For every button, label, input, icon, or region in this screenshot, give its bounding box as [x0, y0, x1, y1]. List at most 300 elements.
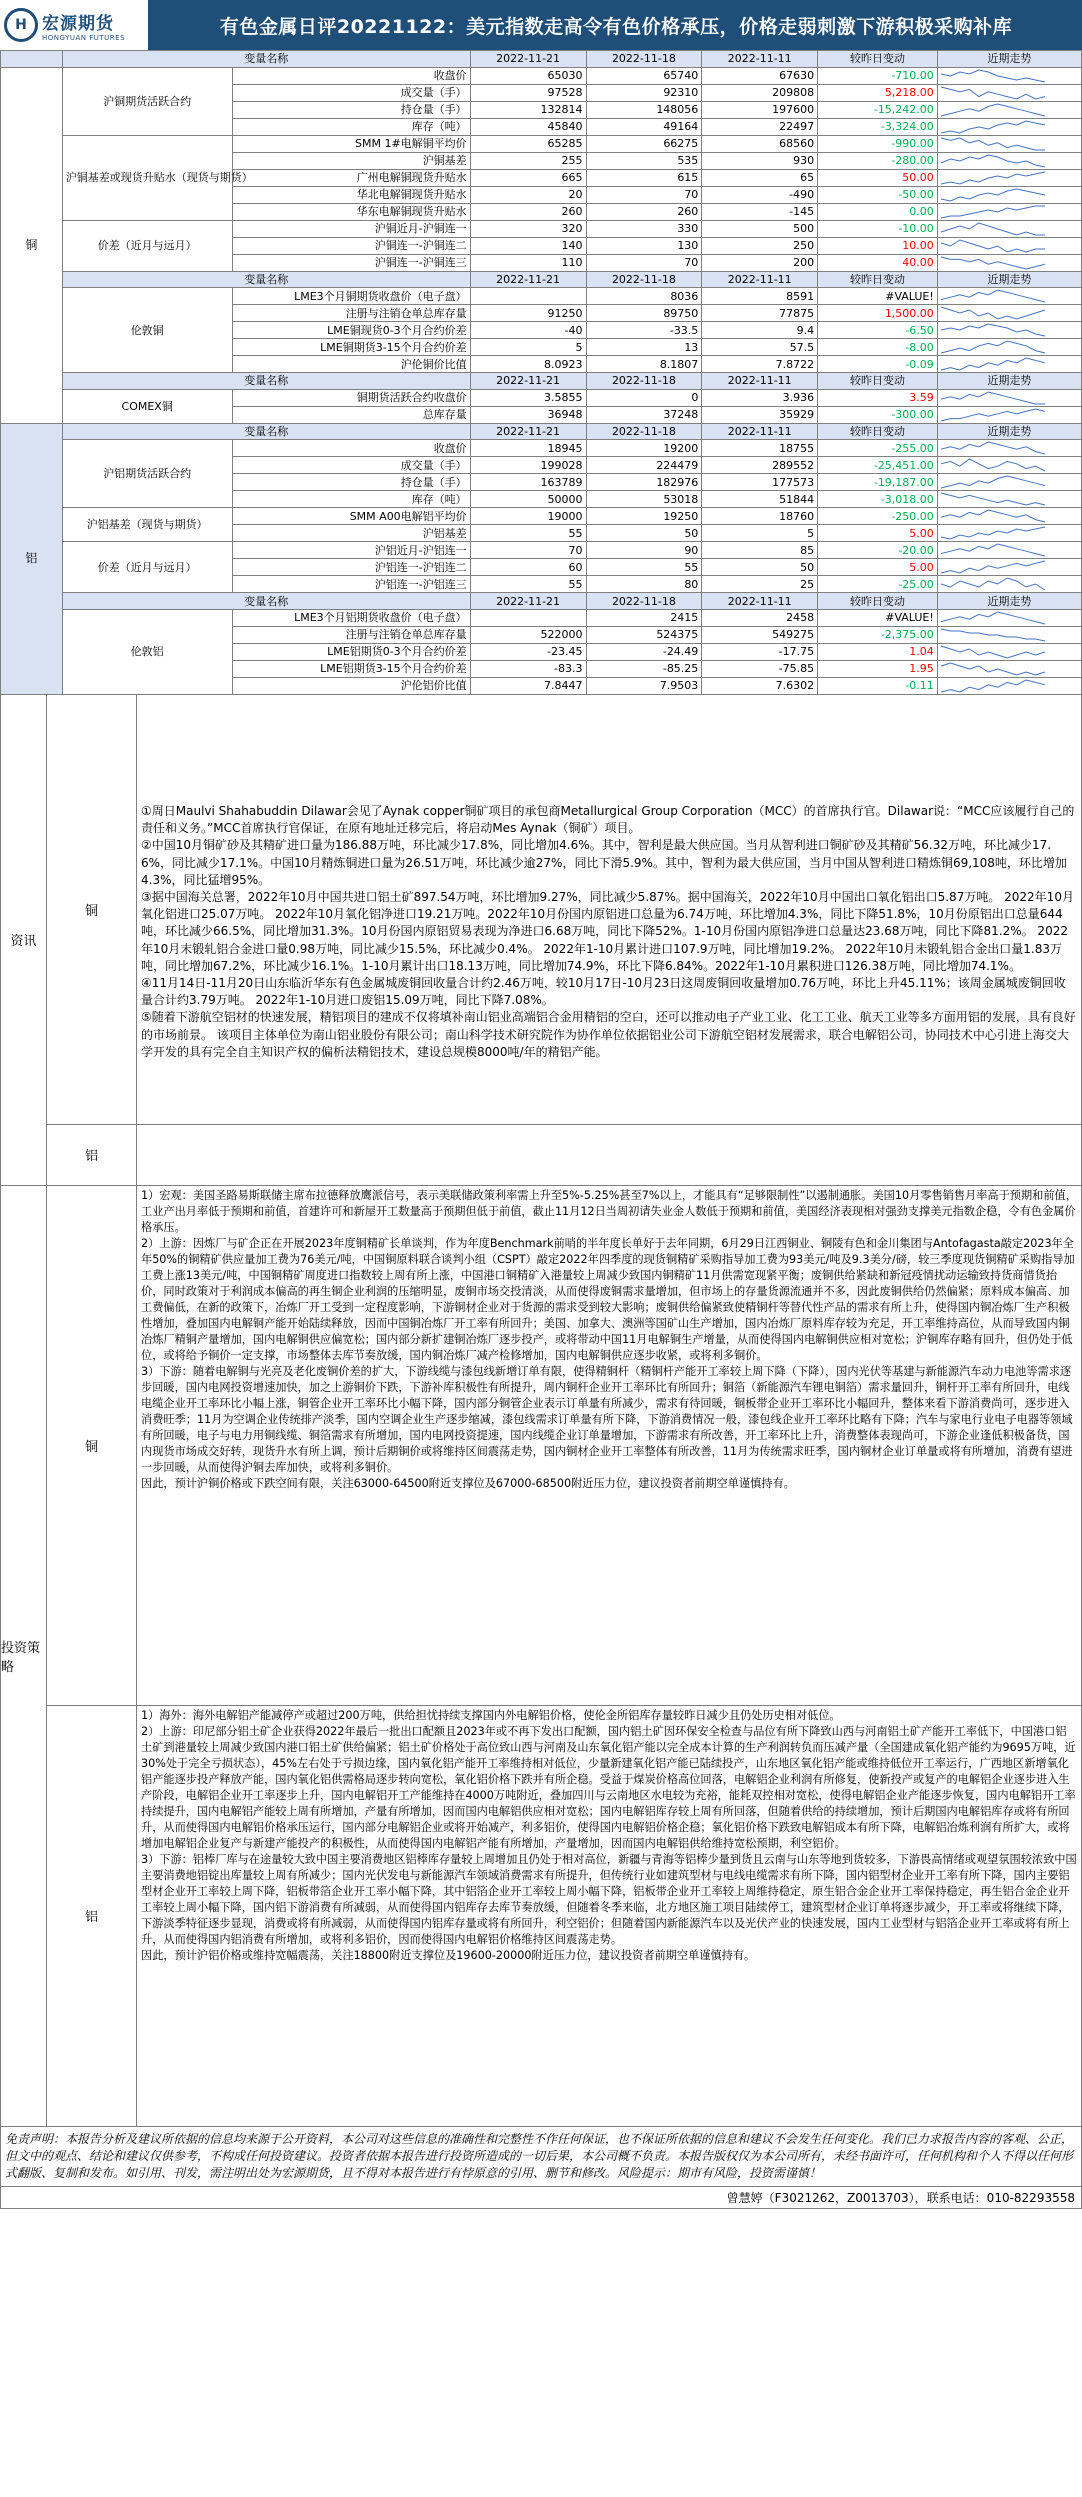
value-date1: 55	[470, 576, 586, 593]
value-date2: 37248	[586, 406, 702, 423]
value-date1: 132814	[470, 101, 586, 118]
value-date1: 522000	[470, 626, 586, 643]
value-change: -3,018.00	[818, 491, 938, 508]
value-date3: 8591	[702, 288, 818, 305]
value-date2: -24.49	[586, 643, 702, 660]
aluminum-basis-group-label: 沪铝基差（现货与期货）	[62, 508, 232, 542]
value-date3: 18760	[702, 508, 818, 525]
copper-futures-group-label: 沪铜期货活跃合约	[62, 67, 232, 135]
value-change: -255.00	[818, 440, 938, 457]
column-header-trend: 近期走势	[937, 423, 1081, 440]
table-row	[1, 389, 1082, 406]
trend-sparkline	[937, 542, 1081, 559]
trend-sparkline	[937, 406, 1081, 423]
trend-line	[941, 104, 1045, 116]
trend-line	[941, 392, 1045, 404]
column-header-trend: 近期走势	[937, 373, 1081, 390]
value-date2: 615	[586, 169, 702, 186]
value-date3: 7.8722	[702, 356, 818, 373]
column-header-name: 变量名称	[62, 373, 470, 390]
column-header-date3: 2022-11-11	[702, 423, 818, 440]
trend-line	[941, 646, 1045, 658]
value-change: -300.00	[818, 406, 938, 423]
aluminum-futures-group-label: 沪铝期货活跃合约	[62, 440, 232, 508]
variable-name: 注册与注销仓单总库存量	[232, 305, 470, 322]
value-date3: 289552	[702, 457, 818, 474]
trend-sparkline	[937, 118, 1081, 135]
table-row	[1, 440, 1082, 457]
value-date2: 182976	[586, 474, 702, 491]
trend-line	[941, 442, 1045, 454]
trend-line	[941, 510, 1045, 522]
value-date3: 209808	[702, 84, 818, 101]
logo-name-en: HONGYUAN FUTURES	[42, 33, 126, 42]
copper-lme-group-label: 伦敦铜	[62, 288, 232, 373]
value-date1: 8.0923	[470, 356, 586, 373]
value-change: 1,500.00	[818, 305, 938, 322]
value-date3: 9.4	[702, 322, 818, 339]
value-change: -990.00	[818, 135, 938, 152]
trend-line	[941, 612, 1045, 624]
trend-sparkline	[937, 389, 1081, 406]
value-date2: 89750	[586, 305, 702, 322]
value-date1: 45840	[470, 118, 586, 135]
trend-line	[941, 544, 1045, 556]
column-header-trend: 近期走势	[937, 271, 1081, 288]
value-date3: 22497	[702, 118, 818, 135]
value-date3: 5	[702, 525, 818, 542]
trend-line	[941, 189, 1045, 201]
variable-name: 沪伦铝价比值	[232, 677, 470, 694]
company-logo	[0, 0, 150, 50]
value-change: -250.00	[818, 508, 938, 525]
trend-line	[941, 307, 1045, 319]
value-change: -25,451.00	[818, 457, 938, 474]
trend-line	[941, 223, 1045, 235]
copper-comex-group-label: COMEX铜	[62, 389, 232, 423]
table-row	[1, 508, 1082, 525]
strategy-copper-label: 铜	[47, 1186, 137, 1705]
trend-sparkline	[937, 660, 1081, 677]
column-header-date1: 2022-11-21	[470, 51, 586, 68]
trend-line	[941, 70, 1045, 82]
variable-name: 沪铜连一-沪铜连三	[232, 254, 470, 271]
trend-line	[941, 87, 1045, 99]
variable-name: 沪铝连一-沪铝连二	[232, 559, 470, 576]
trend-sparkline	[937, 220, 1081, 237]
trend-sparkline	[937, 609, 1081, 626]
column-header-date2: 2022-11-18	[586, 593, 702, 610]
value-date2: -85.25	[586, 660, 702, 677]
value-date3: -75.85	[702, 660, 818, 677]
variable-name: 注册与注销仓单总库存量	[232, 626, 470, 643]
column-header-date2: 2022-11-18	[586, 51, 702, 68]
value-date3: 7.6302	[702, 677, 818, 694]
value-date2: 8036	[586, 288, 702, 305]
value-date1: 7.8447	[470, 677, 586, 694]
column-header-date1: 2022-11-21	[470, 423, 586, 440]
variable-name: 持仓量（手）	[232, 474, 470, 491]
copper-basis-group-label: 沪铜基差或现货升贴水（现货与期货）	[62, 135, 232, 220]
value-date2: 2415	[586, 609, 702, 626]
value-date1: 320	[470, 220, 586, 237]
trend-sparkline	[937, 67, 1081, 84]
variable-name: 持仓量（手）	[232, 101, 470, 118]
aluminum-lme-group-label: 伦敦铝	[62, 609, 232, 694]
value-date3: 177573	[702, 474, 818, 491]
logo-icon: H	[4, 8, 38, 42]
value-date3: -145	[702, 203, 818, 220]
value-date3: 50	[702, 559, 818, 576]
value-date2: 80	[586, 576, 702, 593]
column-header-name: 变量名称	[62, 51, 470, 68]
value-date2: 49164	[586, 118, 702, 135]
table-header-row	[1, 51, 1082, 68]
variable-name: 沪铜连一-沪铜连二	[232, 237, 470, 254]
trend-sparkline	[937, 203, 1081, 220]
value-change: 5.00	[818, 559, 938, 576]
value-date2: 66275	[586, 135, 702, 152]
strategy-aluminum-text: 1）海外：海外电解铝产能减停产或超过200万吨，供给担忧持续支撑国内外电解铝价格，使伦金所铝库存量较昨日减少且仍处历史相对低位。 2）上游：印尼部分铝土矿企业获得2022年最后一批出口配额且2023年或不再下发出口配额，国内铝土矿因环保安全检查与品位有所下降致山西与河南铝土矿产能开工率低下，中国港口铝土矿到港量较上周减少致国内港口铝土矿供给偏紧；铝土矿价格处于高位致山西与河南及山东氧化铝产能以完全成本计算的生产利润转负而压减产量（全国建成氧化铝产能约为9695万吨，近30%处于完全亏损状态），45%左右处于亏损边缘，国内氧化铝产能开工率维持相对低位，少量新建氧化铝产能已陆续投产，山东地区氧化铝产能或维持低位开工率运行，广西地区新增氧化铝产能逐步投产释放产能，国内氧化铝供需格局逐步转向宽松，氧化铝价格下跌并有所企稳。受益于煤炭价格高位回落，电解铝企业利润有所修复，使新投产或复产的电解铝企业逐步进入生产阶段，电解铝企业开工率逐步上升，国内电解铝开工产能维持在4000万吨附近，叠加四川与云南地区水电较为充裕，能耗双控相对宽松，使得电解铝企业产能逐步恢复，国内电解铝开工率持续提升，国内电解铝产能较上周有所增加，产量有所增加，因而国内电解铝供应相对宽松；国内电解铝库存较上周有所回落，但随着供给的持续增加，预计后期国内电解铝库存或将有所回升，从而使得国内电解铝价格承压运行，国内部分电解铝企业或将开始减产，利多铝价，使得国内电解铝价格企稳；氧化铝价格下跌致电解铝成本有所下降，电解铝冶炼利润有所扩大，或将增加电解铝企业复产与新建产能投产的积极性，从而使得国内电解铝产能有所增加，产量增加，因而国内电解铝供给维持宽松预期，利空铝价。 3）下游：铝棒厂库与在途量较大致中国主要消费地区铝棒库存量较上周增加且仍处于相对高位，新疆与青海等铝棒少量到货且云南与山东等地到货较多，下游畏高情绪或观望氛围较浓致中国主要消费地铝锭出库量较上周有所减少；国内光伏发电与新能源汽车领域消费需求有所提升，但传统行业如建筑型材与电线电缆需求有所下降，国内铝型材企业开工率有所下降，国内主要铝型材企业开工率较上周下降，铝板带箔企业开工率小幅下降，其中铝箔企业开工率较上周小幅下降，铝板带企业开工率较上周维持稳定，原生铝合金企业开工率保持稳定，再生铝合金企业开工率较上周小幅下降，国内铝下游消费有所减弱，从而使得国内铝库存去库节奏放缓，但随着冬季来临，北方地区施工项目陆续停工，建筑型材企业订单将逐步减少，开工率或将继续下降，下游淡季特征逐步显现，消费或将有所减弱，从而使得国内铝库存量或将有所回升，利空铝价；但随着国内新能源汽车以及光伏产业的快速发展，国内工业型材与铝箔企业开工率或将有所上升，从而使得国内铝消费有所增加，或将利多铝价，因而使得国内电解铝价格维持区间震荡走势。 因此，预计沪铝价格或维持宽幅震荡，关注18800附近支撑位及19600-20000附近压力位，建议投资者前期空单谨慎持有。	[141, 1708, 1077, 1962]
trend-line	[941, 257, 1045, 269]
value-date3: 25	[702, 576, 818, 593]
value-date3: 67630	[702, 67, 818, 84]
table-row	[1, 135, 1082, 152]
value-change: -10.00	[818, 220, 938, 237]
value-date1: -40	[470, 322, 586, 339]
value-date1: 199028	[470, 457, 586, 474]
value-date2: 70	[586, 186, 702, 203]
value-date2: 55	[586, 559, 702, 576]
value-date2: 148056	[586, 101, 702, 118]
trend-line	[941, 459, 1045, 471]
column-header-trend: 近期走势	[937, 51, 1081, 68]
column-header-date2: 2022-11-18	[586, 373, 702, 390]
value-change: 5,218.00	[818, 84, 938, 101]
trend-sparkline	[937, 525, 1081, 542]
trend-line	[941, 138, 1045, 150]
value-change: -8.00	[818, 339, 938, 356]
value-date3: 549275	[702, 626, 818, 643]
trend-sparkline	[937, 237, 1081, 254]
copper-spread-group-label: 价差（近月与远月）	[62, 220, 232, 271]
value-date1: 36948	[470, 406, 586, 423]
value-date3: 65	[702, 169, 818, 186]
value-date2: 130	[586, 237, 702, 254]
value-date2: 50	[586, 525, 702, 542]
value-change: 10.00	[818, 237, 938, 254]
news-aluminum-label: 铝	[47, 1125, 137, 1185]
trend-line	[941, 578, 1045, 590]
value-change: 3.59	[818, 389, 938, 406]
value-date3: 77875	[702, 305, 818, 322]
column-header-date3: 2022-11-11	[702, 593, 818, 610]
value-change: -25.00	[818, 576, 938, 593]
value-change: -19,187.00	[818, 474, 938, 491]
contact-info: 曾慧婷（F3021262，Z0013703），联系电话：010-82293558	[0, 2186, 1082, 2209]
trend-sparkline	[937, 356, 1081, 373]
variable-name: 沪铝基差	[232, 525, 470, 542]
trend-sparkline	[937, 339, 1081, 356]
value-change: -50.00	[818, 186, 938, 203]
column-header-date2: 2022-11-18	[586, 423, 702, 440]
variable-name: 广州电解铜现货升贴水	[232, 169, 470, 186]
trend-line	[941, 172, 1045, 184]
value-date2: 535	[586, 152, 702, 169]
value-date1: -83.3	[470, 660, 586, 677]
copper-label: 铜	[1, 67, 63, 423]
column-header-change: 较昨日变动	[818, 271, 938, 288]
variable-name: 成交量（手）	[232, 457, 470, 474]
table-row	[1, 542, 1082, 559]
value-date2: 8.1807	[586, 356, 702, 373]
strategy-copper-text: 1）宏观：美国圣路易斯联储主席布拉德释放鹰派信号，表示美联储政策利率需上升至5%-5.25%甚至7%以上，才能具有“足够限制性”以遏制通胀。美国10月零售销售月率高于预期和前值，工业产出月率低于预期和前值，首建许可和新屋开工数量高于预期但低于前值，截止11月12日当周初请失业金人数低于预期和前值，美国经济表现相对强劲支撑美元指数企稳，令有色金属价格承压。 2）上游：因炼厂与矿企正在开展2023年度铜精矿长单谈判，作为年度Benchmark前哨的半年度长单好于去年同期，6月29日江西铜业、铜陵有色和金川集团与Antofagasta敲定2023年全年50%的铜精矿供应量加工费为76美元/吨，中国铜原料联合谈判小组（CSPT）敲定2022年四季度的现货铜精矿采购指导加工费为93美元/吨及9.3美分/磅，较三季度现货铜精矿采购指导加工费上涨13美元/吨，中国铜精矿周度进口指数较上周有所上涨，中国港口铜精矿入港量较上周减少致国内铜精矿11月供需宽现紧平衡；废铜供给紧缺和新冠疫情扰动运输致持货商惜货抬价，同时政策对于利润成本偏高的再生铜企业利润的压缩明显，废铜市场交投清淡，从而使得废铜需求量增加，但市场上的存量货源流通并不多，因此废铜供给仍然偏紧；原料成本偏高、加工费偏低，在新的政策下，冶炼厂开工受到一定程度影响，下游铜材企业对于货源的需求受到较大影响；废铜供给偏紧致使精铜杆等替代性产品的需求有所上升，使得国内铜冶炼厂生产积极性增加，叠加国内电解铜产能开始陆续释放，因而中国铜冶炼厂开工率有所回升；美国、加拿大、澳洲等国矿山生产增加，国内冶炼厂原料库存较为充足，开工率维持高位，从而导致国内铜冶炼厂精铜产量增加，国内电解铜供应偏宽松；国内部分新扩建铜冶炼厂逐步投产，或将带动中国11月电解铜生产增量，从而使得国内电解铜供应相对宽松；沪铜库存略有回升，但仍处于低位，或将给予铜价一定支撑，市场整体去库节奏放缓，国内铜冶炼厂减产检修增加，国内电解铜供应逐步收紧，或将利多铜价。 3）下游：随着电解铜与光亮及老化废铜价差的扩大，下游线缆与漆包线新增订单有限，使得精铜杆（精铜杆产能开工率较上周下降（下降），国内光伏等基建与新能源汽车动力电池等需求逐步回暖，国内电网投资增速加快，加之上游铜价下跌，下游补库积极性有所提升，周内铜杆企业开工率环比有所回升；铜箔（新能源汽车锂电铜箔）需求量回升，铜杆开工率有所回升，电线电缆企业开工率环比小幅上涨，铜管企业开工率环比小幅下降，国内部分铜管企业表示订单量有所减少，需求有待回暖，铜板带企业开工率环比小幅回升，整体来看下游消费尚可，逐步进入消费旺季；11月为空调企业传统排产淡季，国内空调企业生产逐步缩减，漆包线需求订单量有所下降，下游消费情况一般，漆包线企业开工率环比略有下降；汽车与家电行业电子电器等领域有所回暖，电子与电力用铜线缆、铜箔需求有所增加，国内电网投资提速，国内线缆企业订单量增加，下游需求有所改善，开工率环比上升，消费整体表现尚可，下游企业逢低积极备货，国内现货市场成交好转，现货升水有所上调，预计后期铜价或将维持区间震荡走势，国内铜材企业开工率整体有所改善，11月为传统需求旺季，国内铜材企业订单量或将有所增加，消费有望进一步回暖，从而使得沪铜去库加快，或将利多铜价。 因此，预计沪铜价格或下跌空间有限，关注63000-64500附近支撑位及67000-68500附近压力位，建议投资者前期空单谨慎持有。	[141, 1188, 1077, 1490]
value-date2: 13	[586, 339, 702, 356]
trend-sparkline	[937, 643, 1081, 660]
value-date1: 97528	[470, 84, 586, 101]
value-date3: 68560	[702, 135, 818, 152]
variable-name: 库存（吨）	[232, 491, 470, 508]
value-change: 50.00	[818, 169, 938, 186]
value-date1: 3.5855	[470, 389, 586, 406]
trend-line	[941, 663, 1045, 675]
value-date2: 7.9503	[586, 677, 702, 694]
trend-sparkline	[937, 474, 1081, 491]
value-date1: 70	[470, 542, 586, 559]
variable-name: 沪铜近月-沪铜连一	[232, 220, 470, 237]
column-header-name: 变量名称	[62, 271, 470, 288]
trend-line	[941, 493, 1045, 505]
value-date1: 65030	[470, 67, 586, 84]
value-date1: 665	[470, 169, 586, 186]
trend-sparkline	[937, 101, 1081, 118]
trend-line	[941, 240, 1045, 252]
value-change: -2,375.00	[818, 626, 938, 643]
value-date3: 18755	[702, 440, 818, 457]
table-row	[1, 67, 1082, 84]
value-date3: 51844	[702, 491, 818, 508]
trend-sparkline	[937, 322, 1081, 339]
variable-name: 收盘价	[232, 67, 470, 84]
trend-sparkline	[937, 84, 1081, 101]
value-date3: 200	[702, 254, 818, 271]
table-row	[1, 288, 1082, 305]
value-date1: -23.45	[470, 643, 586, 660]
trend-sparkline	[937, 677, 1081, 694]
value-change: -6.50	[818, 322, 938, 339]
variable-name: 总库存量	[232, 406, 470, 423]
variable-name: LME铜期货3-15个月合约价差	[232, 339, 470, 356]
table-row	[1, 609, 1082, 626]
variable-name: 沪铜基差	[232, 152, 470, 169]
value-date2: 19250	[586, 508, 702, 525]
value-date1: 20	[470, 186, 586, 203]
strategy-label: 投资策略	[1, 1186, 47, 2126]
value-date1: 140	[470, 237, 586, 254]
strategy-section	[0, 1186, 1082, 2127]
value-date2: 0	[586, 389, 702, 406]
value-change: 1.95	[818, 660, 938, 677]
value-date2: 90	[586, 542, 702, 559]
variable-name: LME3个月铝期货收盘价（电子盘）	[232, 609, 470, 626]
value-date2: 19200	[586, 440, 702, 457]
trend-sparkline	[937, 135, 1081, 152]
trend-sparkline	[937, 288, 1081, 305]
table-row	[1, 220, 1082, 237]
trend-line	[941, 341, 1045, 353]
value-change: -20.00	[818, 542, 938, 559]
value-date3: 3.936	[702, 389, 818, 406]
variable-name: 收盘价	[232, 440, 470, 457]
trend-sparkline	[937, 491, 1081, 508]
trend-line	[941, 121, 1045, 133]
column-header-change: 较昨日变动	[818, 373, 938, 390]
value-date2: 524375	[586, 626, 702, 643]
trend-line	[941, 358, 1045, 370]
value-change: #VALUE!	[818, 609, 938, 626]
column-header-date3: 2022-11-11	[702, 51, 818, 68]
value-date1: 65285	[470, 135, 586, 152]
trend-line	[941, 629, 1045, 641]
trend-sparkline	[937, 457, 1081, 474]
metal-data-table	[0, 50, 1082, 695]
variable-name: 沪伦铜价比值	[232, 356, 470, 373]
variable-name: 华东电解铜现货升贴水	[232, 203, 470, 220]
column-header-date3: 2022-11-11	[702, 373, 818, 390]
value-date1: 19000	[470, 508, 586, 525]
value-date1: 50000	[470, 491, 586, 508]
value-date1: 60	[470, 559, 586, 576]
value-date3: 197600	[702, 101, 818, 118]
trend-line	[941, 561, 1045, 573]
value-date3: 2458	[702, 609, 818, 626]
trend-line	[941, 290, 1045, 302]
column-header-date3: 2022-11-11	[702, 271, 818, 288]
variable-name: 沪铝连一-沪铝连三	[232, 576, 470, 593]
header-blank	[1, 51, 63, 68]
variable-name: SMM A00电解铝平均价	[232, 508, 470, 525]
trend-sparkline	[937, 152, 1081, 169]
trend-line	[941, 324, 1045, 336]
variable-name: LME铝期货0-3个月合约价差	[232, 643, 470, 660]
table-header-row	[1, 373, 1082, 390]
value-date1: 110	[470, 254, 586, 271]
value-change: -0.11	[818, 677, 938, 694]
variable-name: LME铜现货0-3个月合约价差	[232, 322, 470, 339]
variable-name: 成交量（手）	[232, 84, 470, 101]
trend-sparkline	[937, 169, 1081, 186]
trend-line	[941, 206, 1045, 218]
trend-sparkline	[937, 626, 1081, 643]
value-date3: 930	[702, 152, 818, 169]
value-date3: -17.75	[702, 643, 818, 660]
value-change: 0.00	[818, 203, 938, 220]
disclaimer: 免责声明：本报告分析及建议所依据的信息均来源于公开资料，本公司对这些信息的准确性和完整性不作任何保证，也不保证所依据的信息和建议不会发生任何变化。我们已力求报告内容的客观、公正，但文中的观点、结论和建议仅供参考，不构成任何投资建议。投资者依据本报告进行投资所造成的一切后果，本公司概不负责。本报告版权仅为本公司所有，未经书面许可，任何机构和个人不得以任何形式翻版、复制和发布。如引用、刊发，需注明出处为宏源期货，且不得对本报告进行有悖原意的引用、删节和修改。风险提示：期市有风险，投资需谨慎！	[0, 2127, 1082, 2186]
value-date3: 57.5	[702, 339, 818, 356]
table-header-row	[1, 423, 1082, 440]
trend-line	[941, 680, 1045, 692]
value-change: 1.04	[818, 643, 938, 660]
news-copper-text: ①周日Maulvi Shahabuddin Dilawar会见了Aynak copper铜矿项目的承包商Metallurgical Group Corporation（MCC）的首席执行官。Dilawar说：“MCC应该履行自己的责任和义务。”MCC首席执行官保证，在原有地址迁移完后，将启动Mes Aynak（铜矿）项目。 ②中国10月铜矿砂及其精矿进口量为186.88万吨，环比减少17.8%，同比增加4.6%。其中，智利是最大供应国。当月从智利进口铜矿砂及其精矿56.32万吨，环比减少17.6%，同比减少17.1%。中国10月精炼铜进口量为26.51万吨，环比减少逾27%，同比下滑5.9%。其中，智利为最大供应国，当月中国从智利进口精炼铜69,108吨，环比增加4.3%，同比猛增95%。 ③据中国海关总署，2022年10月中国共进口铝土矿897.54万吨，环比增加9.27%，同比减少5.87%。据中国海关，2022年10月中国出口氧化铝出口5.87万吨。 2022年10月氧化铝进口25.07万吨。 2022年10月氧化铝净进口19.21万吨。2022年10月份国内原铝进口总量为6.74万吨，环比增加4.3%，同比下降51.8%，10月份原铝出口总量644吨，环比减少66.5%，同比增加31.3%。10月份国内原铝贸易表现为净进口6.68万吨，同比下降52%。1-10月份国内原铝净进口总量达23.68万吨，同比下降81.2%。 2022年10月末锻轧铝合金进口量0.98万吨，同比减少15.5%，环比减少0.4%。 2022年1-10月累计进口107.9万吨，同比增加19.2%。 2022年10月未锻轧铝合金出口量1.83万吨，同比增加67.2%，环比减少16.1%。1-10月累计出口18.13万吨，同比增加74.9%，环比下降6.84%。2022年1-10月累积进口126.38万吨，同比增加74.1%。 ④11月14日-11月20日山东临沂华东有色金属城废铜回收量合计约2.46万吨，较10月17日-10月23日这周废铜回收量增加0.76万吨，环比上升45.11%；该周金属城废铜回收量合计约3.79万吨。 2022年1-10月进口废铝15.09万吨，同比下降7.08%。 ⑤随着下游航空铝材的快速发展，精铝项目的建成不仅将填补南山铝业高端铝合金用精铝的空白，还可以推动电子产业工业、化工工业、航天工业等多方面用铝的发展，具有良好的市场前景。 该项目主体单位为南山铝业股份有限公司；南山科学技术研究院作为协作单位依据铝业公司下游航空铝材发展需求，联合电解铝公司，协同技术中心引进上海交大学开发的具有完全自主知识产权的偏析法精铝技术，建设总规模8000吨/年的精铝产能。	[141, 803, 1076, 1059]
value-date1: 163789	[470, 474, 586, 491]
value-change: -710.00	[818, 67, 938, 84]
trend-sparkline	[937, 508, 1081, 525]
value-date1	[470, 288, 586, 305]
value-date2: 260	[586, 203, 702, 220]
value-change: -3,324.00	[818, 118, 938, 135]
report-header	[0, 0, 1082, 50]
value-date2: -33.5	[586, 322, 702, 339]
column-header-change: 较昨日变动	[818, 423, 938, 440]
value-date1: 260	[470, 203, 586, 220]
value-date2: 330	[586, 220, 702, 237]
value-date1: 55	[470, 525, 586, 542]
trend-line	[941, 409, 1045, 421]
variable-name: LME3个月铜期货收盘价（电子盘）	[232, 288, 470, 305]
variable-name: 沪铝近月-沪铝连一	[232, 542, 470, 559]
trend-sparkline	[937, 305, 1081, 322]
value-date3: 35929	[702, 406, 818, 423]
value-date3: -490	[702, 186, 818, 203]
value-date3: 500	[702, 220, 818, 237]
variable-name: 铜期货活跃合约收盘价	[232, 389, 470, 406]
column-header-change: 较昨日变动	[818, 593, 938, 610]
trend-sparkline	[937, 440, 1081, 457]
column-header-change: 较昨日变动	[818, 51, 938, 68]
strategy-aluminum-label: 铝	[47, 1706, 137, 2126]
news-label: 资讯	[1, 695, 47, 1185]
column-header-name: 变量名称	[62, 423, 470, 440]
aluminum-spread-group-label: 价差（近月与远月）	[62, 542, 232, 593]
column-header-name: 变量名称	[62, 593, 470, 610]
trend-sparkline	[937, 254, 1081, 271]
table-header-row	[1, 593, 1082, 610]
value-date1: 5	[470, 339, 586, 356]
value-date1: 91250	[470, 305, 586, 322]
column-header-date1: 2022-11-21	[470, 271, 586, 288]
value-date2: 224479	[586, 457, 702, 474]
variable-name: 华北电解铜现货升贴水	[232, 186, 470, 203]
trend-line	[941, 155, 1045, 167]
column-header-trend: 近期走势	[937, 593, 1081, 610]
trend-sparkline	[937, 186, 1081, 203]
value-change: -15,242.00	[818, 101, 938, 118]
news-copper-label: 铜	[47, 695, 137, 1124]
value-date2: 53018	[586, 491, 702, 508]
variable-name: 库存（吨）	[232, 118, 470, 135]
news-section	[0, 695, 1082, 1186]
trend-sparkline	[937, 576, 1081, 593]
value-date1: 18945	[470, 440, 586, 457]
value-change: -0.09	[818, 356, 938, 373]
variable-name: LME铝期货3-15个月合约价差	[232, 660, 470, 677]
trend-line	[941, 476, 1045, 488]
value-date2: 92310	[586, 84, 702, 101]
report-title: 有色金属日评20221122：美元指数走高令有色价格承压，价格走弱刺激下游积极采购补库	[219, 15, 1013, 38]
value-change: -280.00	[818, 152, 938, 169]
trend-line	[941, 527, 1045, 539]
column-header-date1: 2022-11-21	[470, 373, 586, 390]
value-date3: 250	[702, 237, 818, 254]
value-date1: 255	[470, 152, 586, 169]
value-date1	[470, 609, 586, 626]
value-date2: 70	[586, 254, 702, 271]
logo-name-cn: 宏源期货	[42, 13, 114, 34]
value-date2: 65740	[586, 67, 702, 84]
table-header-row	[1, 271, 1082, 288]
variable-name: SMM 1#电解铜平均价	[232, 135, 470, 152]
news-aluminum-text	[137, 1125, 1081, 1185]
